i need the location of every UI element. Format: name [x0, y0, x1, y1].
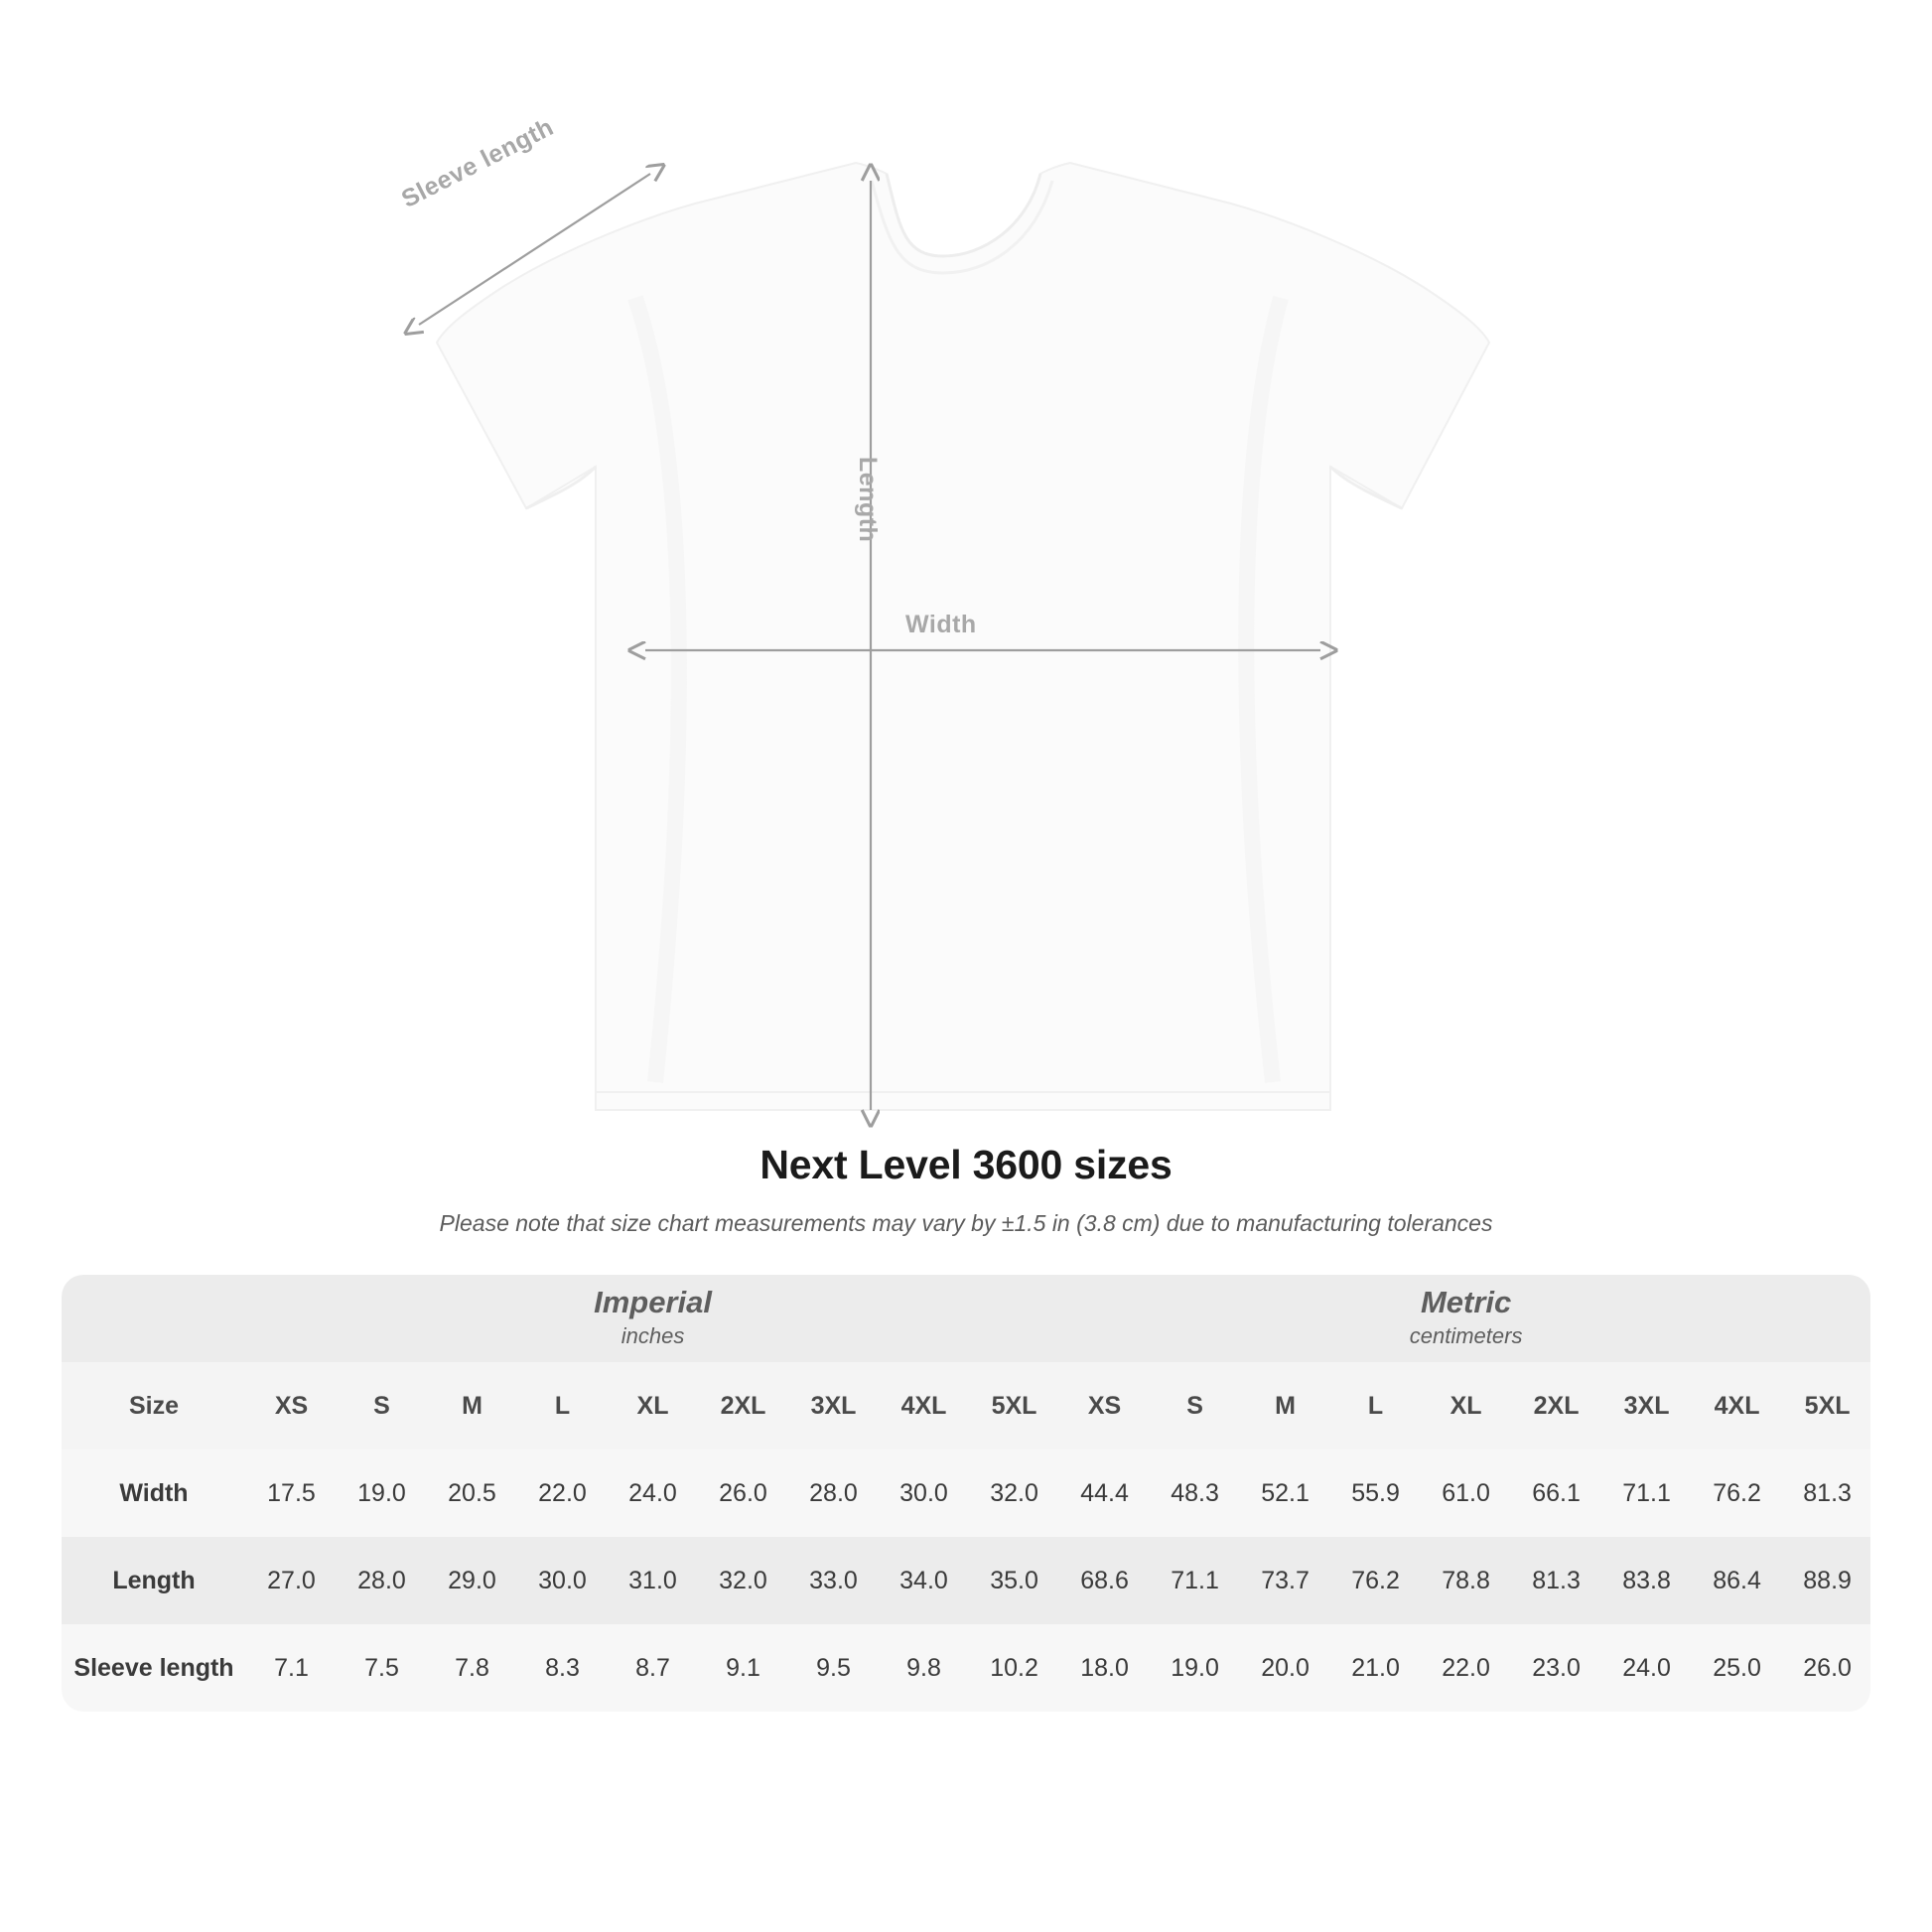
- cell-width-metric: 48.3: [1150, 1449, 1240, 1537]
- cell-length-imperial: 35.0: [969, 1537, 1059, 1624]
- unit-imperial: [246, 1275, 1059, 1362]
- cell-width-metric: 81.3: [1782, 1449, 1870, 1537]
- cell-sleeve-imperial: 8.7: [608, 1624, 698, 1712]
- cell-width-metric: 76.2: [1692, 1449, 1782, 1537]
- width-label: Width: [905, 611, 977, 638]
- size-col-header: L: [517, 1362, 608, 1449]
- row-label-sleeve-length: Sleeve length: [62, 1624, 246, 1712]
- cell-width-metric: 61.0: [1421, 1449, 1511, 1537]
- size-col-header: 5XL: [969, 1362, 1059, 1449]
- cell-length-metric: 88.9: [1782, 1537, 1870, 1624]
- cell-sleeve-imperial: 8.3: [517, 1624, 608, 1712]
- cell-length-imperial: 33.0: [788, 1537, 879, 1624]
- cell-width-metric: 44.4: [1059, 1449, 1150, 1537]
- cell-length-metric: 78.8: [1421, 1537, 1511, 1624]
- cell-length-metric: 76.2: [1330, 1537, 1421, 1624]
- unit-header-row: [62, 1275, 1870, 1362]
- tolerance-note: Please note that size chart measurements may vary by ±1.5 in (3.8 cm) due to manufacturing tolerances: [439, 1210, 1493, 1236]
- cell-length-metric: 83.8: [1601, 1537, 1692, 1624]
- cell-sleeve-imperial: 9.8: [879, 1624, 969, 1712]
- cell-width-imperial: 22.0: [517, 1449, 608, 1537]
- size-col-header: XS: [1059, 1362, 1150, 1449]
- size-col-header: 3XL: [788, 1362, 879, 1449]
- cell-width-metric: 52.1: [1240, 1449, 1330, 1537]
- cell-width-metric: 55.9: [1330, 1449, 1421, 1537]
- cell-width-imperial: 28.0: [788, 1449, 879, 1537]
- cell-sleeve-imperial: 7.1: [246, 1624, 337, 1712]
- cell-sleeve-metric: 26.0: [1782, 1624, 1870, 1712]
- cell-length-metric: 68.6: [1059, 1537, 1150, 1624]
- row-label-length: Length: [62, 1537, 246, 1624]
- cell-length-imperial: 31.0: [608, 1537, 698, 1624]
- unit-imperial-name: Imperial: [594, 1284, 712, 1319]
- table-row-size-headers: [62, 1362, 1870, 1449]
- cell-sleeve-metric: 18.0: [1059, 1624, 1150, 1712]
- cell-length-imperial: 27.0: [246, 1537, 337, 1624]
- cell-length-imperial: 29.0: [427, 1537, 517, 1624]
- cell-sleeve-metric: 22.0: [1421, 1624, 1511, 1712]
- table-row: [62, 1624, 1870, 1712]
- cell-length-metric: 73.7: [1240, 1537, 1330, 1624]
- cell-length-imperial: 28.0: [337, 1537, 427, 1624]
- sleeve-length-label: Sleeve length: [397, 112, 559, 213]
- cell-sleeve-metric: 23.0: [1511, 1624, 1601, 1712]
- cell-width-imperial: 32.0: [969, 1449, 1059, 1537]
- unit-metric-name: Metric: [1420, 1284, 1512, 1319]
- page-title: Next Level 3600 sizes: [759, 1142, 1173, 1187]
- length-label: Length: [854, 457, 882, 543]
- cell-length-imperial: 30.0: [517, 1537, 608, 1624]
- size-col-header: 3XL: [1601, 1362, 1692, 1449]
- cell-sleeve-imperial: 7.8: [427, 1624, 517, 1712]
- cell-sleeve-imperial: 9.1: [698, 1624, 788, 1712]
- cell-sleeve-metric: 21.0: [1330, 1624, 1421, 1712]
- size-col-header: M: [427, 1362, 517, 1449]
- cell-width-imperial: 24.0: [608, 1449, 698, 1537]
- cell-sleeve-metric: 24.0: [1601, 1624, 1692, 1712]
- size-col-header: XL: [1421, 1362, 1511, 1449]
- table-row: [62, 1449, 1870, 1537]
- cell-width-imperial: 26.0: [698, 1449, 788, 1537]
- cell-width-metric: 71.1: [1601, 1449, 1692, 1537]
- size-col-header: XL: [608, 1362, 698, 1449]
- cell-width-imperial: 20.5: [427, 1449, 517, 1537]
- cell-sleeve-imperial: 7.5: [337, 1624, 427, 1712]
- cell-sleeve-metric: 19.0: [1150, 1624, 1240, 1712]
- unit-metric: [1059, 1275, 1870, 1362]
- cell-width-imperial: 19.0: [337, 1449, 427, 1537]
- cell-width-imperial: 17.5: [246, 1449, 337, 1537]
- size-table: [62, 1275, 1870, 1712]
- size-col-header: L: [1330, 1362, 1421, 1449]
- table-row: [62, 1537, 1870, 1624]
- cell-length-metric: 86.4: [1692, 1537, 1782, 1624]
- unit-imperial-sub: inches: [621, 1323, 685, 1349]
- cell-sleeve-metric: 25.0: [1692, 1624, 1782, 1712]
- row-label-width: Width: [62, 1449, 246, 1537]
- unit-metric-sub: centimeters: [1409, 1323, 1523, 1349]
- cell-width-metric: 66.1: [1511, 1449, 1601, 1537]
- cell-sleeve-imperial: 10.2: [969, 1624, 1059, 1712]
- size-table-container: [62, 1275, 1870, 1712]
- cell-length-metric: 71.1: [1150, 1537, 1240, 1624]
- size-col-header: M: [1240, 1362, 1330, 1449]
- cell-sleeve-imperial: 9.5: [788, 1624, 879, 1712]
- cell-sleeve-metric: 20.0: [1240, 1624, 1330, 1712]
- size-col-header: S: [1150, 1362, 1240, 1449]
- size-col-header: 2XL: [698, 1362, 788, 1449]
- size-col-header: XS: [246, 1362, 337, 1449]
- cell-width-imperial: 30.0: [879, 1449, 969, 1537]
- cell-length-imperial: 34.0: [879, 1537, 969, 1624]
- size-col-header: 5XL: [1782, 1362, 1870, 1449]
- size-col-header: 2XL: [1511, 1362, 1601, 1449]
- cell-length-imperial: 32.0: [698, 1537, 788, 1624]
- size-row-label: Size: [62, 1362, 246, 1449]
- title-block: [0, 1142, 1932, 1237]
- size-col-header: 4XL: [1692, 1362, 1782, 1449]
- size-col-header: 4XL: [879, 1362, 969, 1449]
- size-col-header: S: [337, 1362, 427, 1449]
- cell-length-metric: 81.3: [1511, 1537, 1601, 1624]
- table-corner: [62, 1275, 246, 1362]
